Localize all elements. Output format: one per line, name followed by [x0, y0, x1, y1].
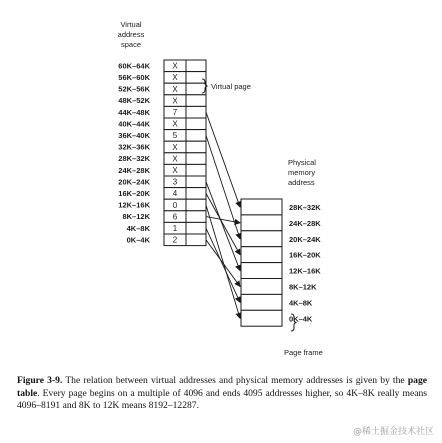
virtual-page-range: 8K–12K — [122, 212, 150, 222]
virtual-page-box — [186, 153, 206, 165]
page-table-entry: X — [172, 154, 178, 164]
physical-frame-box — [241, 310, 282, 326]
physical-header-line-2: memory — [288, 168, 316, 177]
physical-header-line-3: address — [288, 178, 315, 187]
physical-frame-range: 4K–8K — [289, 298, 313, 308]
virtual-page-range: 56K–60K — [118, 73, 150, 82]
virtual-page-range: 60K–64K — [118, 61, 150, 71]
physical-frame-range: 24K–28K — [289, 218, 321, 228]
virtual-page-range: 20K–24K — [118, 177, 150, 187]
page-table-entry: X — [172, 142, 178, 152]
page-table-entry: X — [172, 166, 178, 175]
physical-frame-range: 8K–12K — [289, 282, 317, 292]
physical-frame-box — [241, 199, 282, 215]
page-table-entry: 3 — [172, 177, 178, 187]
virtual-page-box — [186, 176, 206, 188]
page-table-entry: 1 — [172, 224, 178, 233]
page-table-entry: X — [172, 73, 178, 83]
page-table-entry: X — [172, 61, 178, 71]
virtual-page-box — [186, 188, 206, 200]
physical-frame-box — [241, 215, 282, 231]
physical-frame-range: 28K–32K — [289, 203, 321, 212]
virtual-page-box — [186, 211, 206, 223]
page-table-entry: 7 — [172, 108, 178, 117]
virtual-page-range: 16K–20K — [118, 189, 150, 198]
page-table-entry: 2 — [172, 235, 178, 245]
virtual-page-box — [186, 106, 206, 118]
virtual-page-range: 12K–16K — [118, 200, 150, 210]
virtual-page-range: 4K–8K — [126, 223, 150, 233]
mapping-arrow — [206, 240, 240, 287]
physical-header-line-1: Physical — [288, 158, 316, 167]
virtual-page-box — [186, 222, 206, 234]
caption-emphasis: page table — [17, 375, 427, 399]
virtual-page-range: 24K–28K — [118, 165, 150, 175]
virtual-header-line-1: Virtual — [120, 20, 142, 29]
figure-caption — [17, 375, 427, 413]
virtual-page-range: 0K–4K — [126, 235, 150, 245]
virtual-page-box — [186, 60, 206, 72]
page-table-entry: X — [172, 84, 178, 94]
caption-text-a: The relation between virtual addresses and physical memory addresses is given by the — [62, 375, 408, 386]
page-table-entry: 4 — [172, 189, 178, 199]
watermark: @稀土掘金技术社区 — [352, 427, 434, 437]
physical-frame-box — [241, 294, 282, 310]
caption-text-b: . Every page begins on a multiple of 4096 and ends 4095 addresses higher, so 4K–8K really means 4096–8191 and 8K to 12K means 8192–12287. — [17, 387, 427, 411]
virtual-header-line-2: address — [117, 30, 145, 39]
caption-label: Figure 3-9. — [17, 375, 63, 386]
virtual-page-box — [186, 199, 206, 211]
physical-frame-range: 20K–24K — [289, 234, 321, 244]
page-table-entry: X — [172, 119, 178, 129]
virtual-page-box — [186, 164, 206, 176]
virtual-page-box — [186, 234, 206, 246]
virtual-page-range: 44K–48K — [118, 107, 150, 117]
virtual-page-range: 52K–56K — [118, 84, 150, 94]
mapping-arrows — [206, 112, 240, 318]
virtual-page-range: 40K–44K — [118, 119, 150, 129]
virtual-page-box — [186, 130, 206, 142]
virtual-page-table — [118, 60, 206, 246]
page-frame-note: Page frame — [284, 348, 323, 357]
virtual-header-line-3: space — [120, 40, 142, 49]
virtual-page-box — [186, 72, 206, 84]
physical-memory — [241, 199, 321, 326]
page-table-entry: 5 — [172, 131, 178, 141]
virtual-page-box — [186, 141, 206, 153]
page-table-entry: 6 — [172, 212, 178, 222]
physical-frame-box — [241, 247, 282, 263]
physical-frame-range: 16K–20K — [289, 250, 321, 260]
page-table-entry: X — [172, 96, 178, 106]
virtual-page-range: 36K–40K — [118, 131, 150, 140]
virtual-page-range: 32K–36K — [118, 142, 150, 152]
page-table-entry: 0 — [172, 200, 178, 210]
virtual-page-range: 48K–52K — [118, 96, 150, 106]
mapping-arrow — [206, 112, 240, 207]
virtual-page-box — [186, 118, 206, 130]
physical-frame-box — [241, 263, 282, 279]
mapping-arrow — [206, 228, 240, 302]
physical-frame-range: 0K–4K — [289, 314, 313, 324]
mapping-arrow — [206, 182, 240, 271]
physical-frame-box — [241, 279, 282, 295]
virtual-page-note: Virtual page — [211, 82, 251, 91]
virtual-page-range: 28K–32K — [118, 154, 150, 164]
physical-frame-box — [241, 231, 282, 247]
physical-frame-range: 12K–16K — [289, 266, 321, 276]
virtual-page-box — [186, 95, 206, 107]
